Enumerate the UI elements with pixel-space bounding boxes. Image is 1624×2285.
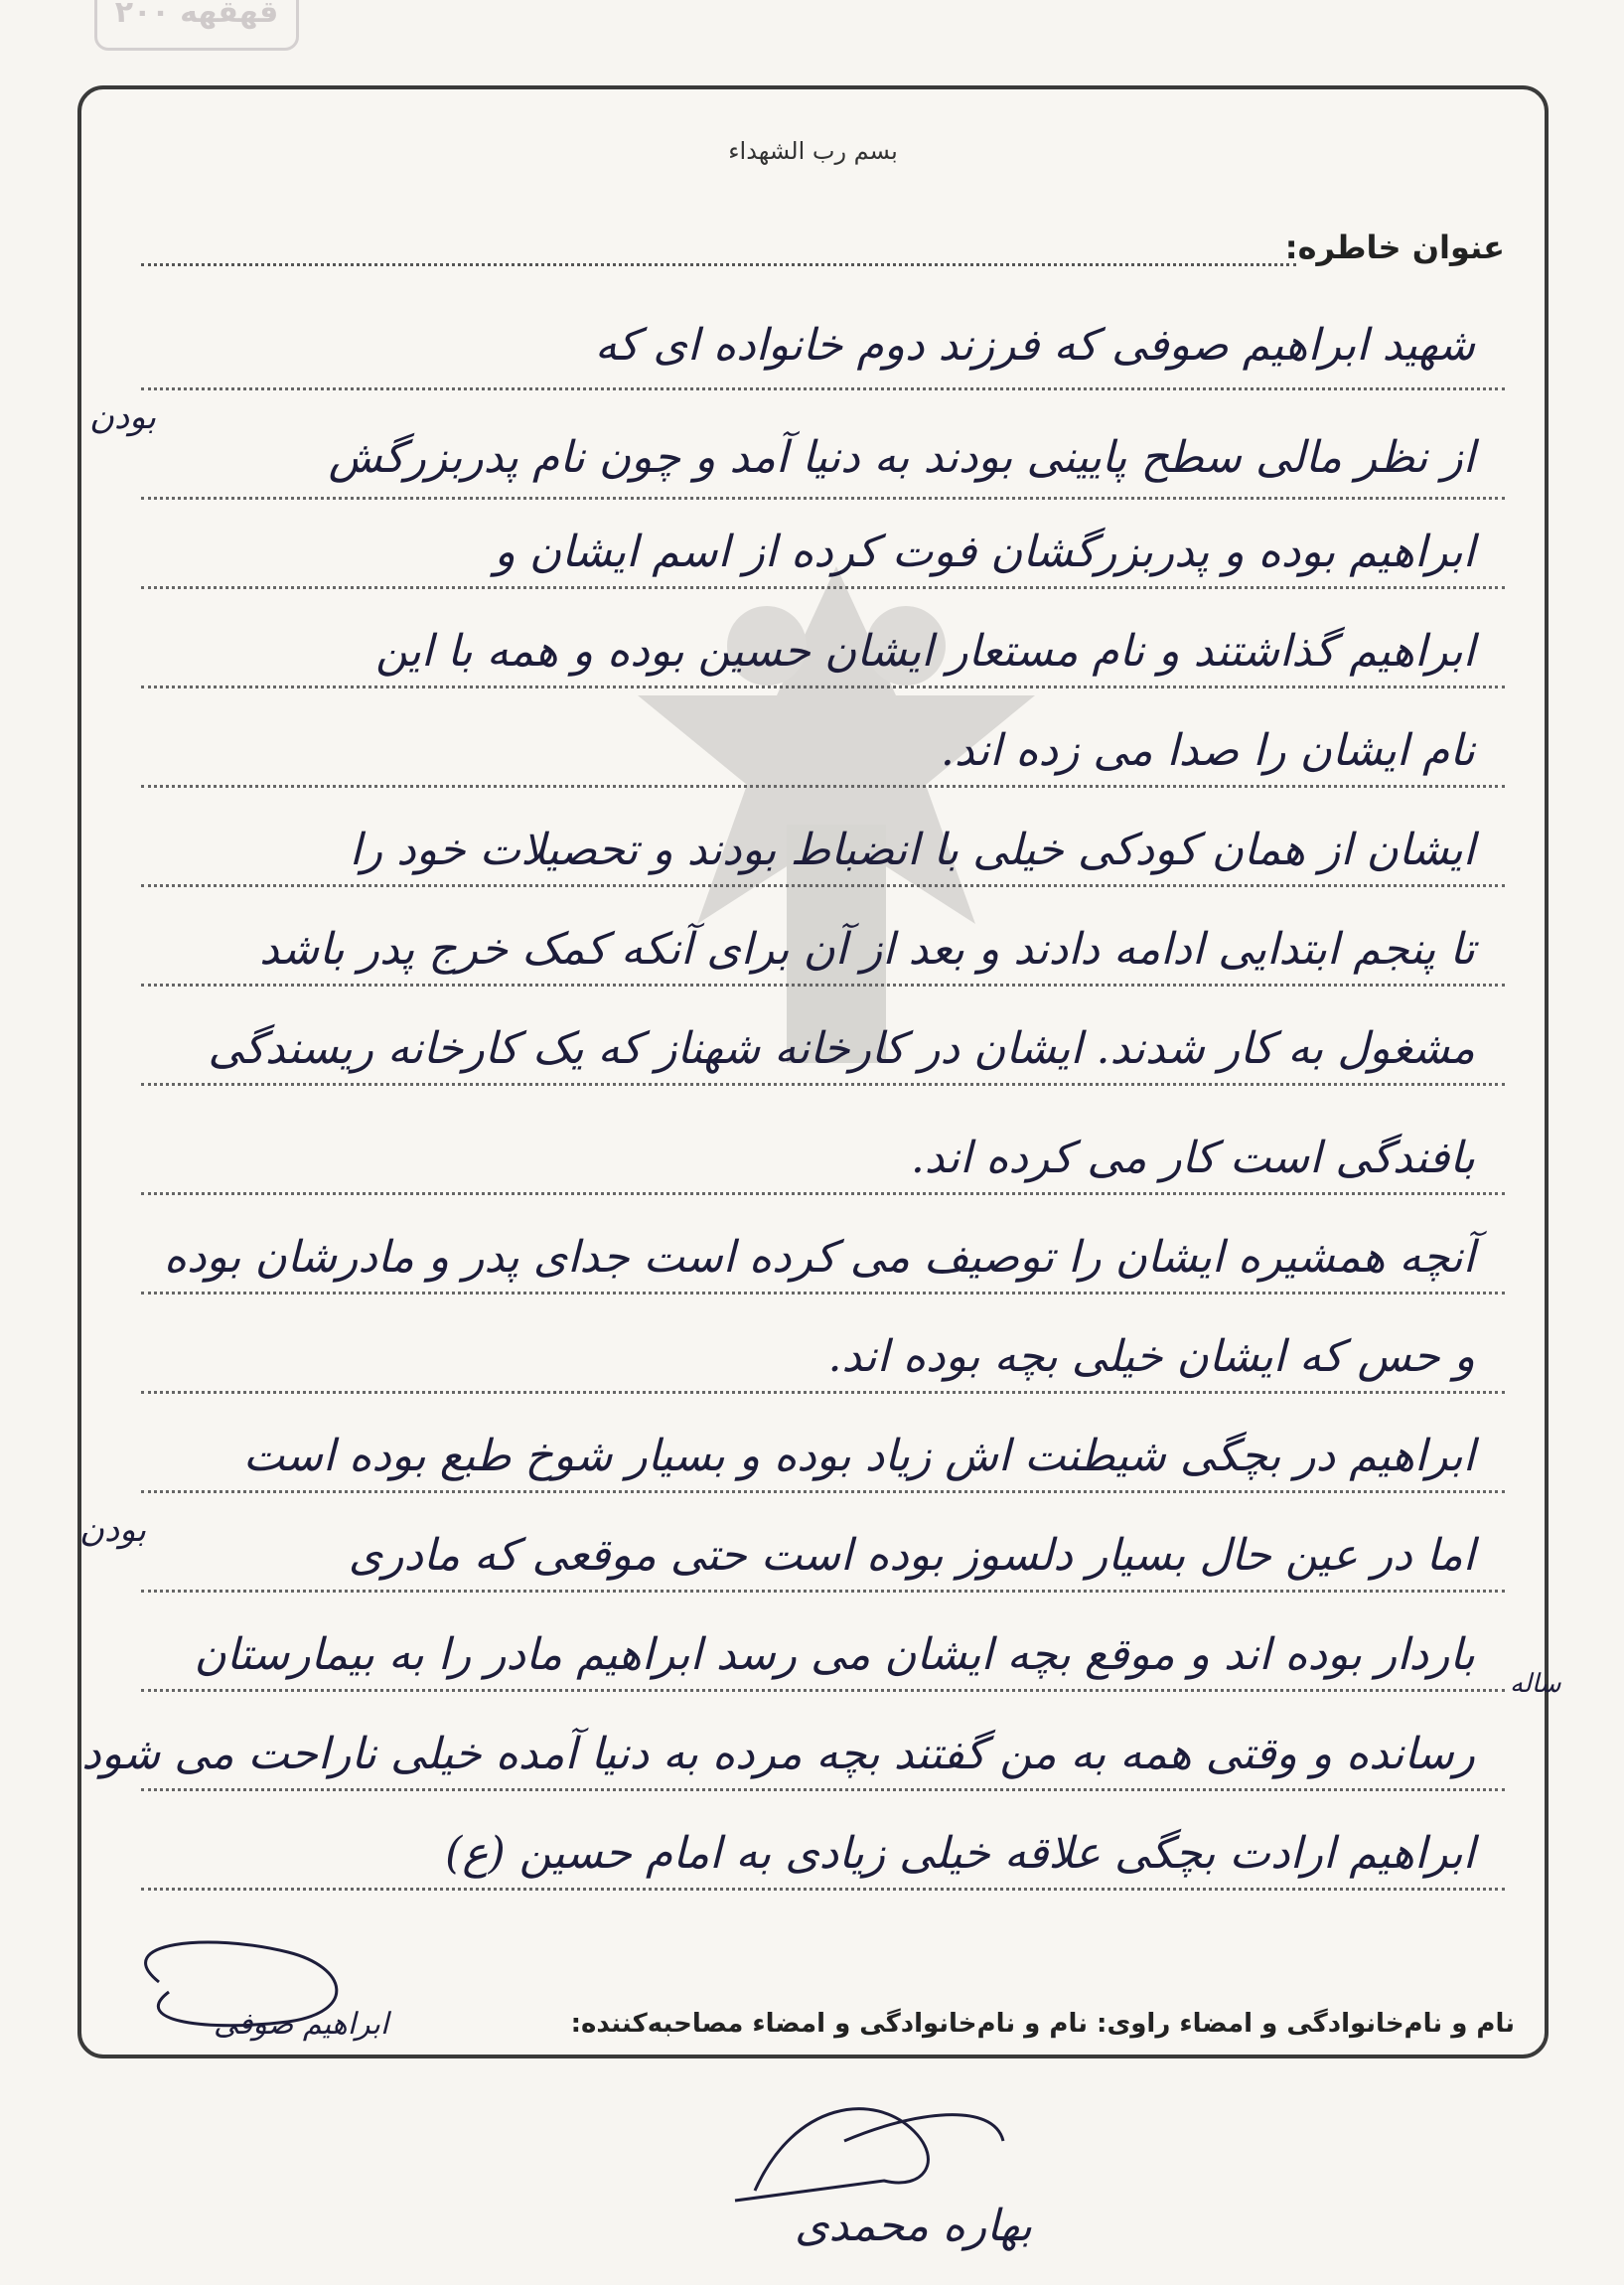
interviewer-signature-icon	[695, 2071, 1023, 2210]
memoir-line: و حس که ایشان خیلی بچه بوده اند.	[827, 1331, 1475, 1382]
memoir-line: باردار بوده اند و موقع بچه ایشان می رسد ابراهیم مادر را به بیمارستان	[194, 1629, 1475, 1680]
memoir-line: بافندگی است کار می کرده اند.	[910, 1133, 1475, 1183]
ruled-line	[141, 497, 1505, 500]
interviewer-label: نام و نام‌خانوادگی و امضاء مصاحبه‌کننده:	[570, 2009, 1088, 2039]
ruled-line	[141, 686, 1505, 688]
ruled-line	[141, 1689, 1505, 1692]
margin-note: ساله	[1510, 1669, 1561, 1699]
memoir-form	[77, 85, 1549, 2058]
title-dotted-line	[141, 263, 1296, 266]
narrator-signature-text: ابراهیم صوفی	[214, 2007, 389, 2042]
ruled-line	[141, 1788, 1505, 1791]
ruled-line	[141, 1490, 1505, 1493]
corner-stamp: ۲۰۰ قهقهه	[94, 0, 299, 51]
memoir-line: نام ایشان را صدا می زده اند.	[940, 725, 1475, 776]
memoir-line: شهید ابراهیم صوفی که فرزند دوم خانواده ای که	[594, 320, 1475, 371]
interviewer-name: بهاره محمدی	[795, 2201, 1033, 2251]
page-heading: بسم رب الشهداء	[728, 137, 898, 165]
memoir-line: از نظر مالی سطح پایینی بودند به دنیا آمد و چون نام پدربزرگش	[328, 432, 1475, 483]
memoir-line: ابراهیم بوده و پدربزرگشان فوت کرده از اسم ایشان و	[494, 527, 1475, 577]
memoir-line: مشغول به کار شدند. ایشان در کارخانه شهناز که یک کارخانه ریسندگی	[208, 1023, 1475, 1074]
memoir-line: اما در عین حال بسیار دلسوز بوده است حتی موقعی که مادری	[348, 1530, 1475, 1581]
ruled-line	[141, 785, 1505, 788]
memoir-title-label: عنوان خاطره:	[1284, 228, 1505, 266]
memoir-line: ابراهیم ارادت بچگی علاقه خیلی زیادی به امام حسین (ع)	[445, 1828, 1475, 1879]
ruled-line	[141, 1083, 1505, 1086]
ruled-line	[141, 387, 1505, 390]
ruled-line	[141, 586, 1505, 589]
ruled-line	[141, 1391, 1505, 1394]
ruled-line	[141, 884, 1505, 887]
ruled-line	[141, 1888, 1505, 1891]
margin-note: بودن	[89, 397, 157, 437]
memoir-line: آنچه همشیره ایشان را توصیف می کرده است جدای پدر و مادرشان بوده	[163, 1232, 1475, 1283]
ruled-line	[141, 984, 1505, 987]
ruled-line	[141, 1590, 1505, 1593]
background-emblem-icon	[558, 527, 1114, 1083]
memoir-line: ایشان از همان کودکی خیلی با انضباط بودند و تحصیلات خود را	[349, 825, 1475, 875]
narrator-label: نام و نام‌خانوادگی و امضاء راوی:	[1097, 2009, 1515, 2039]
memoir-line: رسانده و وقتی همه به من گفتند بچه مرده به دنیا آمده خیلی ناراحت می شود	[81, 1729, 1475, 1779]
memoir-line: ابراهیم در بچگی شیطنت اش زیاد بوده و بسیار شوخ طبع بوده است	[242, 1431, 1475, 1481]
memoir-line: تا پنجم ابتدایی ادامه دادند و بعد از آن برای آنکه کمک خرج پدر باشد	[259, 924, 1475, 975]
memoir-line: ابراهیم گذاشتند و نام مستعار ایشان حسین بوده و همه با این	[375, 626, 1475, 677]
ruled-line	[141, 1192, 1505, 1195]
ruled-line	[141, 1292, 1505, 1295]
margin-note: بودن	[79, 1510, 147, 1550]
